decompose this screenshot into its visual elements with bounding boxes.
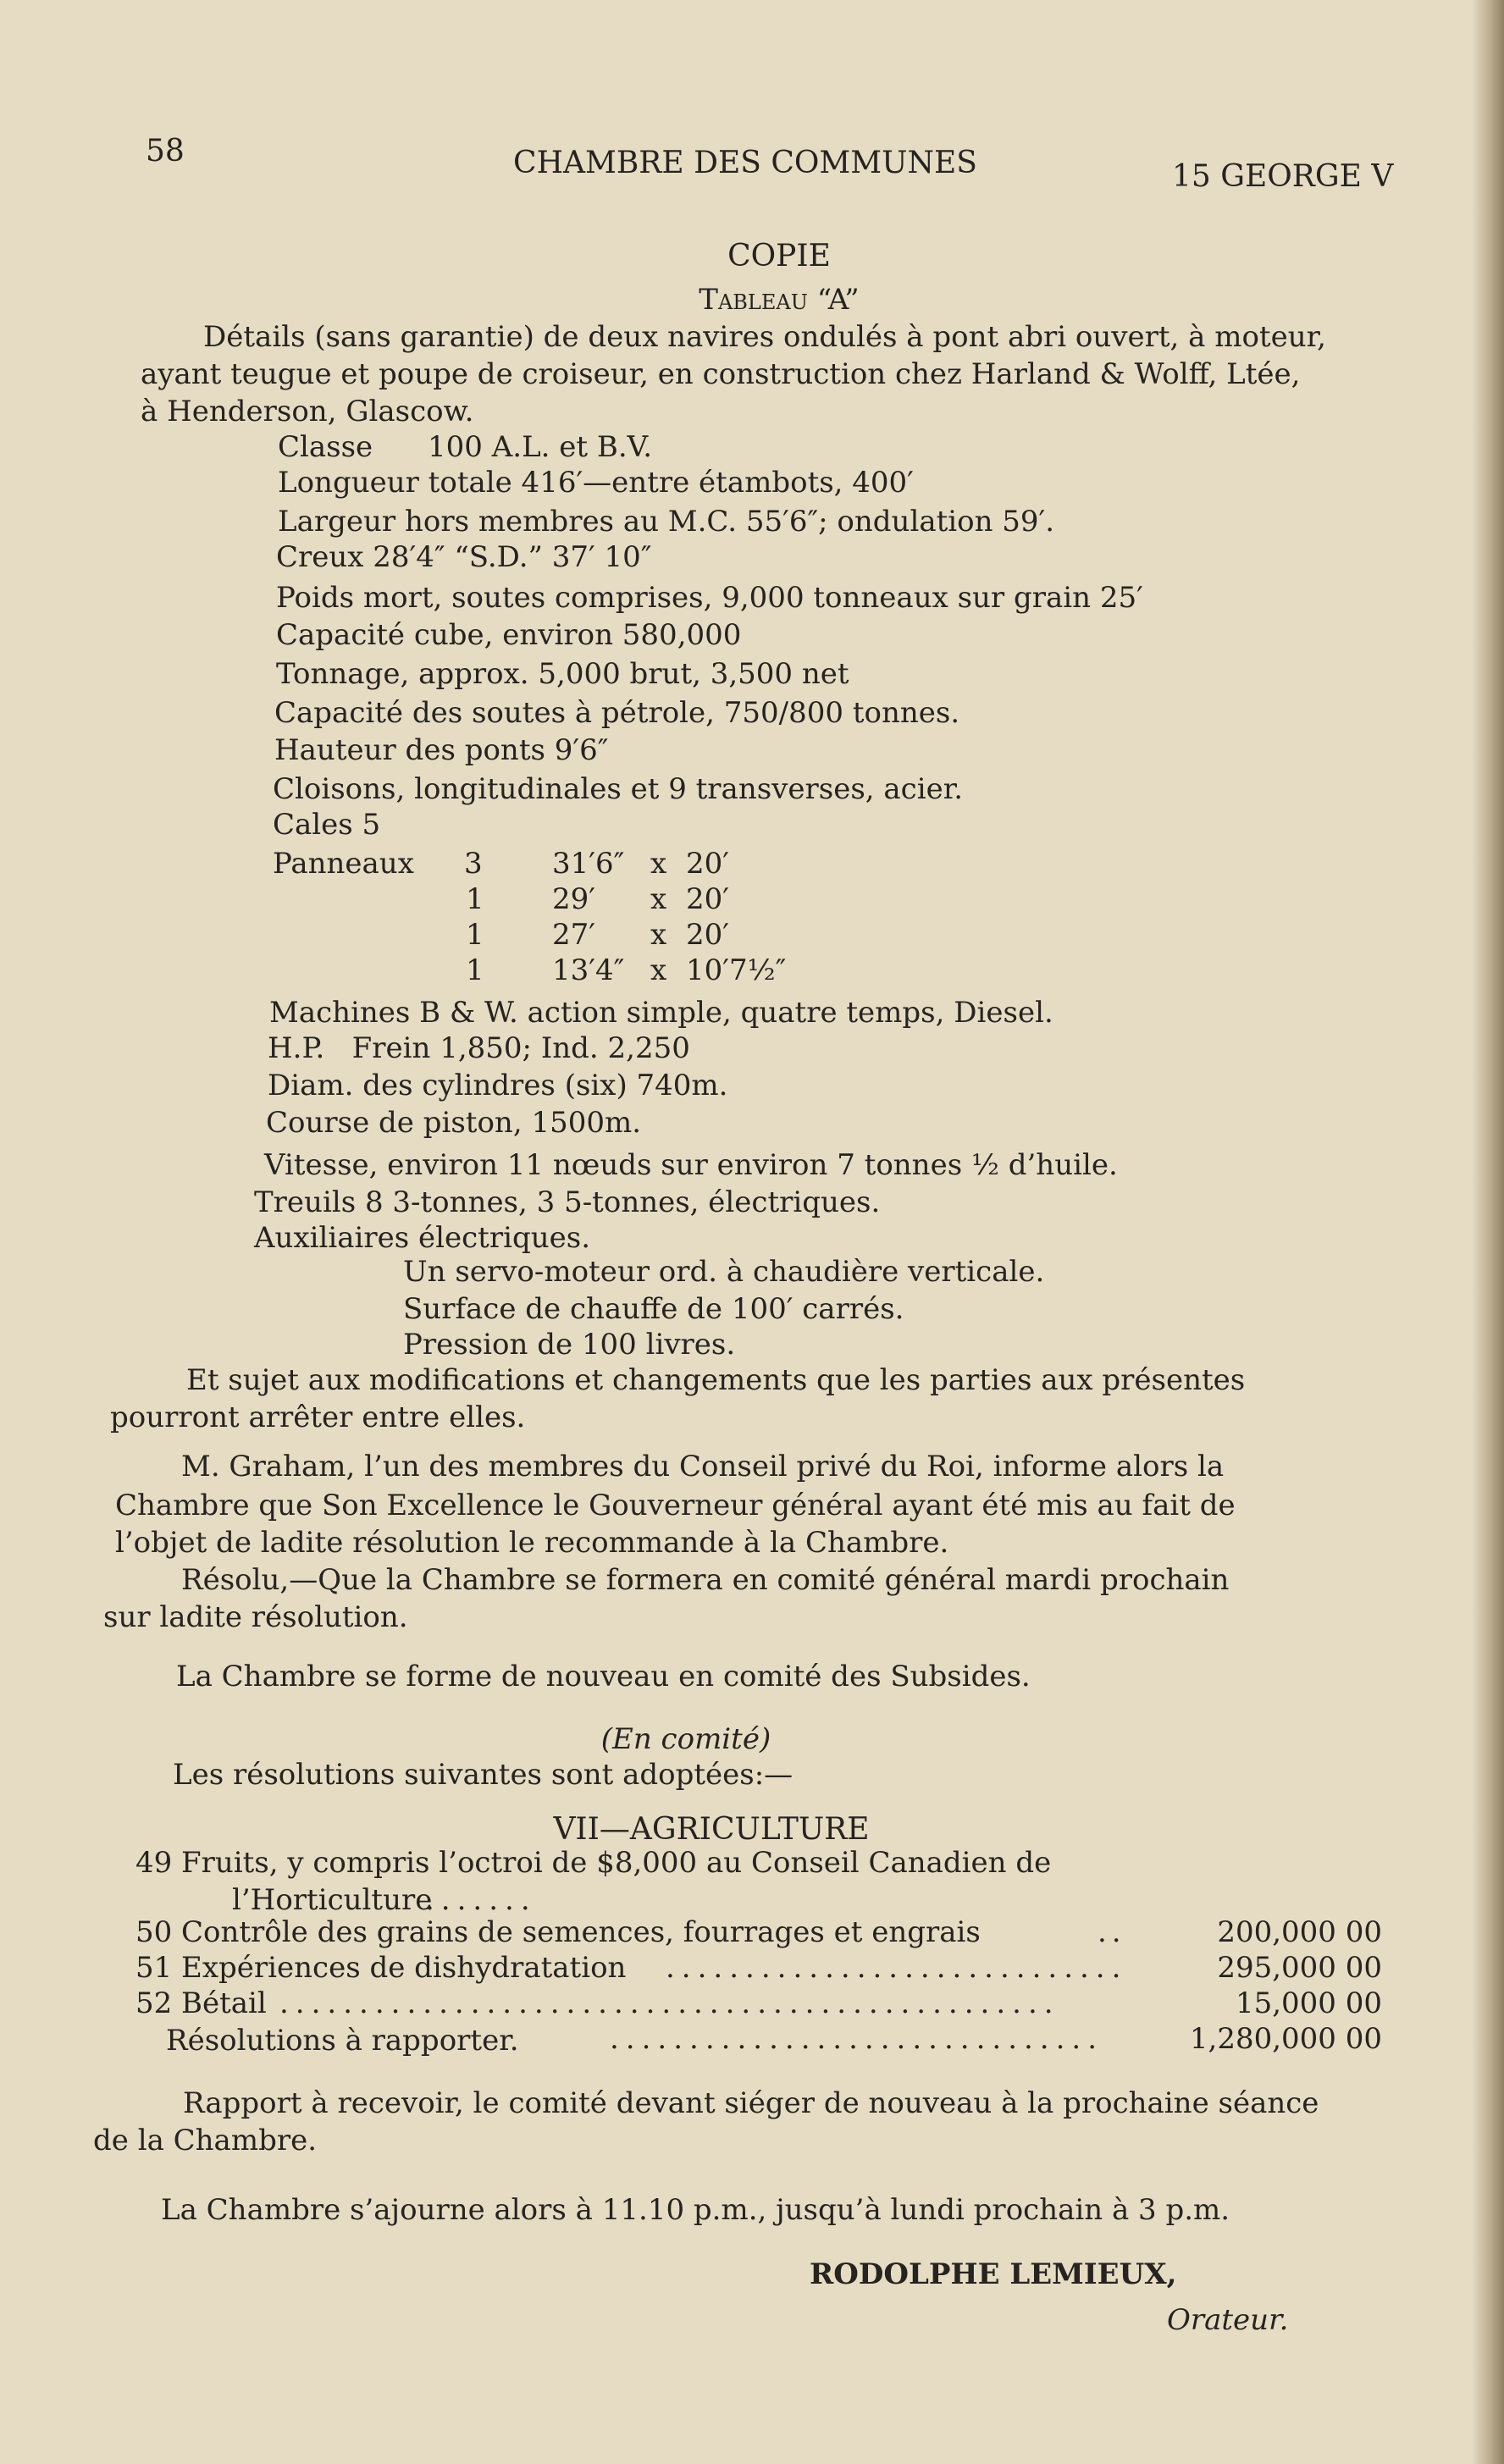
panneaux-times: x [650, 847, 667, 881]
spec-diam: Diam. des cylindres (six) 740m. [268, 1069, 728, 1102]
en-comite: (En comité) [600, 1722, 771, 1756]
item-52-number: 52 [135, 1986, 173, 2020]
item-50-text: Contrôle des grains de semences, fourrages et engrais [181, 1915, 981, 1949]
spec-tonnage: Tonnage, approx. 5,000 brut, 3,500 net [276, 657, 849, 691]
item-50-number: 50 [135, 1915, 173, 1949]
panneaux-times: x [650, 953, 667, 987]
reign-label: 15 GEORGE V [1172, 159, 1394, 194]
item-51-text: Expériences de dishydratation [181, 1951, 627, 1985]
item-50-amount: 295,000 00 [1217, 1951, 1382, 1985]
spec-soutes: Capacité des soutes à pétrole, 750/800 tonnes. [274, 696, 960, 730]
tableau-heading: Tableau “A” [699, 283, 860, 317]
rapport-line-1: Rapport à recevoir, le comité devant siéger de nouveau à la prochaine séance [183, 2086, 1319, 2120]
adoptees-line: Les résolutions suivantes sont adoptées:— [173, 1758, 793, 1792]
item-49-leader: ....... [425, 1883, 537, 1917]
aux-servo: Un servo-moteur ord. à chaudière verticale. [403, 1255, 1045, 1289]
spec-cloisons: Cloisons, longitudinales et 9 transverses, acier. [273, 772, 964, 806]
spec-poids: Poids mort, soutes comprises, 9,000 tonneaux sur grain 25′ [276, 581, 1143, 615]
resolu-line-2: sur ladite résolution. [103, 1600, 408, 1634]
panneaux-dim-a: 29′ [552, 882, 595, 916]
spec-vitesse: Vitesse, environ 11 nœuds sur environ 7 tonnes ½ d’huile. [264, 1148, 1118, 1182]
intro-line-2: ayant teugue et poupe de croiseur, en construction chez Harland & Wolff, Ltée, [141, 357, 1301, 391]
spec-treuils: Treuils 8 3-tonnes, 3 5-tonnes, électriques. [254, 1185, 881, 1219]
spec-cales: Cales 5 [273, 808, 381, 842]
subsides-line: La Chambre se forme de nouveau en comité des Subsides. [176, 1660, 1031, 1693]
subject-line-2: pourront arrêter entre elles. [110, 1401, 526, 1434]
panneaux-dim-a: 31′6″ [552, 847, 625, 881]
item-52-leader: ................................................. [279, 1986, 1060, 2020]
panneaux-dim-b: 20′ [686, 847, 729, 881]
spec-longueur: Longueur totale 416′—entre étambots, 400′ [278, 466, 914, 500]
panneaux-times: x [650, 882, 667, 916]
spec-course: Course de piston, 1500m. [266, 1106, 642, 1140]
spec-hp: H.P. Frein 1,850; Ind. 2,250 [268, 1031, 690, 1065]
page-edge-shadow [1472, 0, 1504, 2464]
panneaux-count: 1 [466, 918, 484, 952]
signature-name: RODOLPHE LEMIEUX, [810, 2257, 1177, 2291]
ajourne-line: La Chambre s’ajourne alors à 11.10 p.m., jusqu’à lundi prochain à 3 p.m. [161, 2193, 1230, 2227]
subject-line-1: Et sujet aux modifications et changements que les parties aux présentes [186, 1363, 1246, 1397]
signature-title: Orateur. [1167, 2303, 1289, 2337]
panneaux-dim-b: 10′7½″ [686, 953, 787, 987]
spec-capacite: Capacité cube, environ 580,000 [276, 618, 742, 652]
panneaux-dim-b: 20′ [686, 882, 729, 916]
aux-pression: Pression de 100 livres. [403, 1328, 736, 1362]
panneaux-count: 1 [466, 882, 484, 916]
panneaux-dim-a: 27′ [552, 918, 595, 952]
spec-creux: Creux 28′4″ “S.D.” 37′ 10″ [276, 540, 652, 574]
graham-line-3: l’objet de ladite résolution le recommande à la Chambre. [115, 1526, 949, 1560]
running-title: CHAMBRE DES COMMUNES [513, 146, 977, 180]
panneaux-times: x [650, 918, 667, 952]
item-49-amount: 200,000 00 [1217, 1915, 1382, 1949]
item-51-leader: ............................. [666, 1951, 1128, 1985]
panneaux-label: Panneaux [273, 847, 414, 881]
intro-line-1: Détails (sans garantie) de deux navires ondulés à pont abri ouvert, à moteur, [203, 320, 1326, 354]
panneaux-dim-a: 13′4″ [552, 953, 625, 987]
aux-surface: Surface de chauffe de 100′ carrés. [403, 1292, 904, 1326]
item-51-amount: 15,000 00 [1235, 1986, 1382, 2020]
item-49-continuation: l’Horticulture [232, 1883, 433, 1917]
total-leader: ............................... [610, 2022, 1104, 2056]
item-49-number: 49 [135, 1846, 173, 1880]
graham-line-2: Chambre que Son Excellence le Gouverneur général ayant été mis au fait de [115, 1489, 1236, 1522]
spec-auxiliaires: Auxiliaires électriques. [254, 1221, 591, 1255]
spec-largeur: Largeur hors membres au M.C. 55′6″; ondulation 59′. [278, 505, 1055, 539]
resolu-line-1: Résolu,—Que la Chambre se formera en comité général mardi prochain [181, 1563, 1230, 1597]
copie-heading: COPIE [727, 239, 831, 273]
resolutions-a-rapporter: Résolutions à rapporter. [166, 2024, 519, 2058]
item-52-text: Bétail [181, 1986, 267, 2020]
item-52-amount: 1,280,000 00 [1189, 2022, 1382, 2056]
intro-line-3: à Henderson, Glascow. [141, 395, 474, 428]
rapport-line-2: de la Chambre. [93, 2124, 318, 2157]
spec-classe: Classe 100 A.L. et B.V. [278, 430, 653, 464]
panneaux-dim-b: 20′ [686, 918, 729, 952]
section-title: VII—AGRICULTURE [553, 1812, 870, 1847]
page-number: 58 [146, 134, 185, 169]
item-49-text: Fruits, y compris l’octroi de $8,000 au Conseil Canadien de [181, 1846, 1052, 1880]
panneaux-count: 1 [466, 953, 484, 987]
panneaux-count: 3 [464, 847, 483, 881]
spec-machines: Machines B & W. action simple, quatre temps, Diesel. [269, 996, 1053, 1030]
graham-line-1: M. Graham, l’un des membres du Conseil privé du Roi, informe alors la [181, 1450, 1225, 1483]
spec-hauteur: Hauteur des ponts 9′6″ [274, 733, 609, 767]
item-50-leader: .. [1098, 1915, 1126, 1949]
item-51-number: 51 [135, 1951, 173, 1985]
